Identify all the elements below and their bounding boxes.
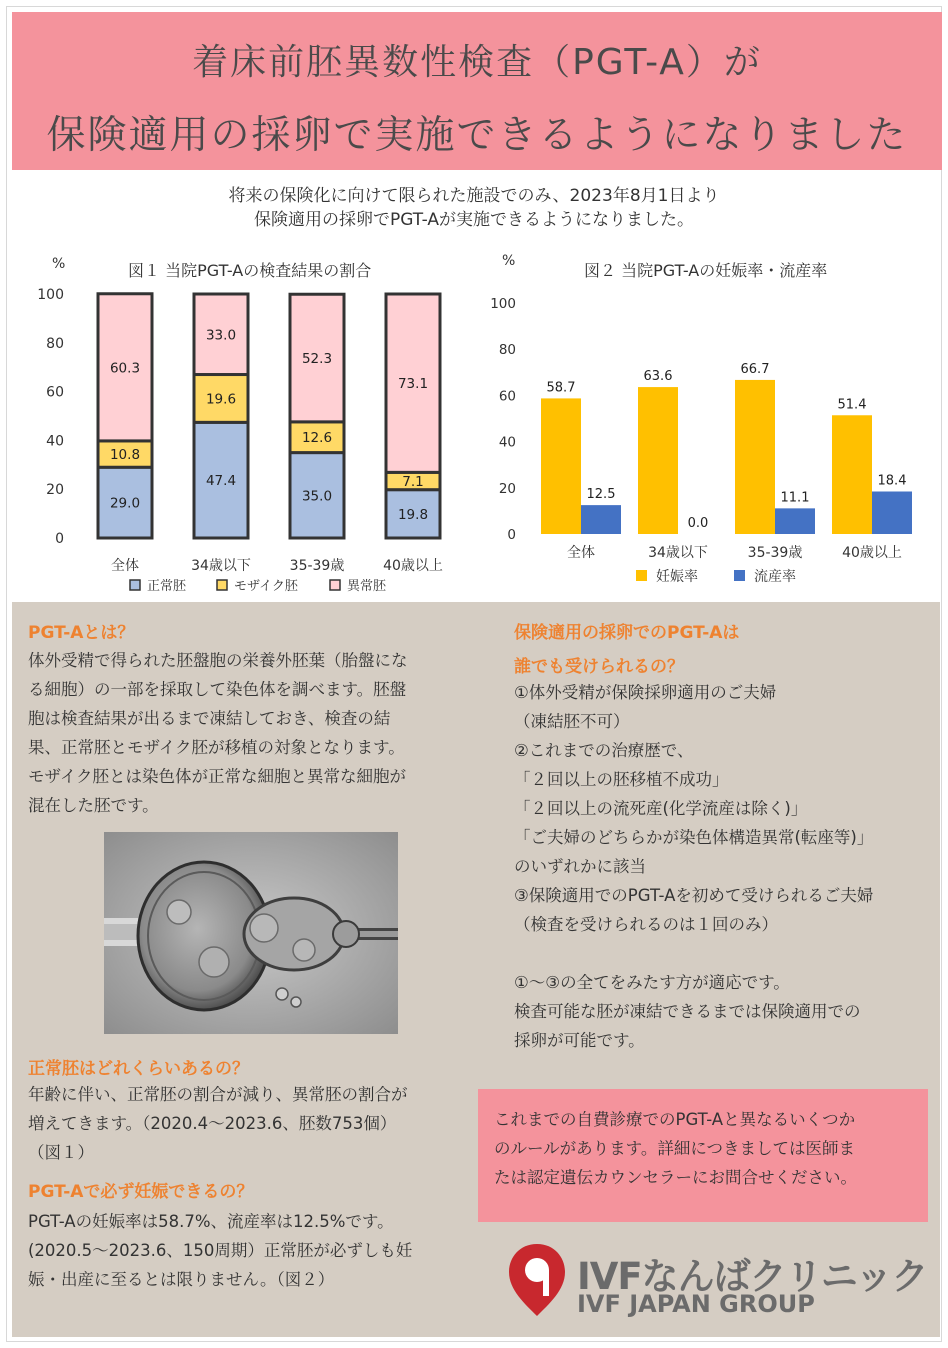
chart2-bar	[872, 491, 912, 534]
chart2-legend-swatch	[734, 570, 745, 581]
header-banner	[12, 12, 942, 170]
chart1-data-label: 19.8	[397, 506, 429, 523]
section-insurance-note	[514, 968, 938, 1055]
condition-line: のいずれかに該当	[514, 857, 646, 876]
pgta-desc-line: 混在した胚です。	[28, 796, 159, 815]
chart1-data-label: 12.6	[301, 430, 333, 447]
logo-group: IVF JAPAN GROUP	[577, 1290, 815, 1318]
chart1-y-tick: 0	[55, 531, 64, 547]
pregnancy-line: 娠・出産に至るとは限りません。（図２）	[28, 1270, 335, 1289]
chart1-data-label: 19.6	[205, 391, 237, 408]
chart2-title: 図２ 当院PGT-Aの妊娠率・流産率	[584, 261, 828, 280]
pgta-desc-line: 体外受精で得られた胚盤胞の栄養外胚葉（胎盤にな	[28, 651, 408, 670]
chart1-x-tick: 35-39歳	[289, 558, 345, 574]
chart2-y-tick: 100	[490, 296, 516, 312]
chart2-bar	[735, 380, 775, 534]
chart2-y-tick: 80	[498, 342, 516, 359]
chart2-data-label: 66.7	[740, 361, 770, 377]
chart1-data-label: 73.1	[397, 376, 429, 393]
section-pregnancy-title: PGT-Aで必ず妊娠できるの？	[28, 1182, 254, 1202]
chart1-data-label: 47.4	[205, 473, 237, 490]
pgta-desc-line: 果、正常胚とモザイク胚が移植の対象となります。	[28, 738, 405, 757]
pregnancy-line: (2020.5～2023.6、150周期）正常胚が必ずしも妊	[28, 1241, 413, 1260]
chart1-data-label: 7.1	[402, 474, 424, 491]
pgta-desc-line: 胞は検査結果が出るまで凍結しておき、検査の結	[28, 709, 391, 728]
chart2-data-label: 58.7	[546, 380, 576, 396]
chart1-legend-label: モザイク胚	[234, 579, 298, 594]
condition-line: 「ご夫婦のどちらかが染色体構造異常(転座等)」	[514, 828, 874, 847]
logo-name: IVFなんばクリニック	[577, 1255, 928, 1298]
chart2-x-tick: 34歳以下	[648, 545, 708, 561]
subtitle-line2: 保険適用の採卵でPGT-Aが実施できるようになりました。	[253, 210, 695, 230]
normal-embryo-line: 年齢に伴い、正常胚の割合が減り、異常胚の割合が	[28, 1085, 408, 1104]
section-normal-embryo-title: 正常胚はどれくらいあるの？	[28, 1059, 249, 1079]
page-title-line1: 着床前胚異数性検査（PGT-A）が	[192, 42, 762, 83]
chart2-data-label: 11.1	[780, 490, 810, 506]
page-title-line2: 保険適用の採卵で実施できるようになりました	[46, 113, 908, 158]
chart2-y-tick: 20	[498, 480, 516, 497]
subtitle-line1: 将来の保険化に向けて限られた施設でのみ、2023年8月1日より	[228, 186, 720, 206]
chart2-legend-label: 流産率	[754, 569, 796, 585]
pgta-desc-line: モザイク胚とは染色体が正常な細胞と異常な細胞が	[28, 767, 407, 786]
embryo-photo	[104, 832, 398, 1034]
clinic-logo	[505, 1240, 928, 1320]
chart1-legend-swatch	[130, 580, 140, 590]
chart2-x-tick: 40歳以上	[842, 545, 902, 561]
chart1-data-label: 10.8	[109, 447, 141, 464]
notice-line: これまでの自費診療でのPGT-Aと異なるいくつか	[494, 1110, 856, 1129]
normal-embryo-line: 増えてきます。（2020.4～2023.6、胚数753個）	[28, 1114, 397, 1133]
chart1-y-tick: 60	[46, 384, 64, 401]
chart2-legend-label: 妊娠率	[656, 569, 698, 585]
condition-line: （検査を受けられるのは１回のみ）	[514, 915, 778, 934]
chart2-data-label: 0.0	[687, 516, 709, 531]
section-what-is-pgta-title: PGT-Aとは？	[28, 623, 135, 643]
section-normal-embryo-text	[28, 1080, 478, 1167]
chart1-data-label: 33.0	[205, 327, 237, 344]
chart1-y-tick: 80	[46, 335, 64, 352]
chart2-grouped-bar	[480, 280, 940, 590]
chart1-data-label: 60.3	[109, 360, 141, 377]
chart1-ylabel: %	[52, 256, 66, 272]
section-insurance-title-line1: 保険適用の採卵でのPGT-Aは	[514, 623, 740, 643]
logo-mark-icon	[505, 1240, 569, 1318]
chart2-x-tick: 全体	[567, 545, 595, 561]
chart2-bar	[832, 415, 872, 534]
pgta-desc-line: る細胞）の一部を採取して染色体を調べます。胚盤	[28, 680, 407, 699]
condition-line: ③保険適用でのPGT-Aを初めて受けられるご夫婦	[514, 886, 874, 905]
note-line: 検査可能な胚が凍結できるまでは保険適用での	[514, 1002, 861, 1021]
chart2-data-label: 18.4	[877, 473, 907, 489]
chart2-y-tick: 60	[498, 388, 516, 405]
chart1-x-tick: 全体	[111, 558, 139, 574]
chart2-legend-swatch	[636, 570, 647, 581]
subtitle	[0, 184, 948, 232]
section-pregnancy-text	[28, 1207, 478, 1294]
chart1-data-label: 52.3	[301, 351, 333, 368]
chart1-legend-label: 異常胚	[347, 579, 387, 594]
notice-line: たは認定遺伝カウンセラーにお問合せください。	[494, 1168, 857, 1187]
chart1-data-label: 29.0	[109, 495, 141, 512]
chart2-y-tick: 0	[507, 527, 516, 543]
chart2-data-label: 12.5	[586, 487, 616, 503]
chart1-legend-swatch	[217, 580, 227, 590]
condition-line: 「２回以上の胚移植不成功」	[514, 770, 729, 789]
normal-embryo-line: （図１）	[28, 1143, 94, 1162]
chart1-y-tick: 20	[46, 482, 64, 499]
chart1-x-tick: 34歳以下	[191, 558, 251, 574]
chart2-y-tick: 40	[498, 434, 516, 451]
condition-line: 「２回以上の流死産(化学流産は除く)」	[514, 799, 808, 818]
chart1-stacked-bar	[20, 280, 480, 600]
notice-line: のルールがあります。詳細につきましては医師ま	[494, 1139, 856, 1158]
chart1-y-tick: 100	[37, 287, 64, 303]
chart1-x-tick: 40歳以上	[383, 558, 443, 574]
section-what-is-pgta-text	[28, 646, 478, 820]
condition-line: （凍結胚不可）	[514, 712, 630, 731]
chart1-y-tick: 40	[46, 433, 64, 450]
chart2-x-tick: 35-39歳	[747, 545, 803, 561]
section-insurance-title-line2: 誰でも受けられるの？	[514, 657, 684, 677]
condition-line: ②これまでの治療歴で、	[514, 741, 694, 760]
section-insurance-conditions	[514, 678, 938, 939]
note-line: 採卵が可能です。	[514, 1031, 645, 1050]
pregnancy-line: PGT-Aの妊娠率は58.7%、流産率は12.5%です。	[28, 1212, 394, 1231]
chart1-legend-label: 正常胚	[147, 579, 187, 594]
chart1-legend-swatch	[330, 580, 340, 590]
chart1-title: 図１ 当院PGT-Aの検査結果の割合	[128, 261, 372, 280]
condition-line: ①体外受精が保険採卵適用のご夫婦	[514, 683, 777, 702]
chart2-bar	[775, 508, 815, 534]
chart2-data-label: 51.4	[837, 397, 867, 413]
chart2-ylabel: %	[502, 253, 516, 269]
chart2-bar	[638, 387, 678, 534]
chart2-bar	[581, 505, 621, 534]
chart2-data-label: 63.6	[643, 369, 673, 385]
notice-box	[478, 1089, 928, 1222]
note-line: ①～③の全てをみたす方が適応です。	[514, 973, 790, 992]
chart2-bar	[541, 398, 581, 534]
chart1-data-label: 35.0	[301, 488, 333, 505]
